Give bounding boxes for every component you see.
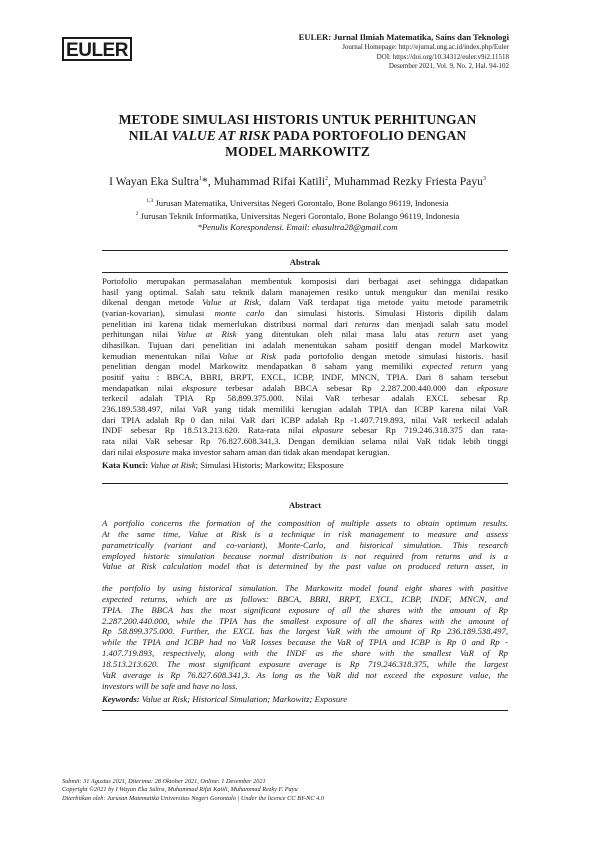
keywords: Keywords: Value at Risk; Historical Simulation; Markowitz; Exposure xyxy=(102,694,348,704)
abstrak-line: kemudian menentukan nilai Value at Risk pada portofolio dengan metode simulasi historis. hasil xyxy=(102,350,509,361)
article-footer xyxy=(62,778,324,803)
title-line-3: MODEL MARKOWITZ xyxy=(225,144,370,159)
abstrak-line: penelitian dengan model Markowitz mendapatkan 8 saham yang memiliki expected return yang xyxy=(102,361,509,372)
abstrak-line: 236.189.538.497, nilai VaR yang tidak memiliki kerugian adalah TPIA dan ICBP karena nilai VaR xyxy=(102,403,508,414)
euler-logo xyxy=(62,37,132,61)
abstrak-heading: Abstrak xyxy=(289,257,321,267)
corresponding-author: *Penulis Korespondensi. Email: ekasultra28@gmail.com xyxy=(197,221,398,232)
rule-abstrak-mid xyxy=(102,272,508,273)
abstract-line: 1.407.719.893, respectively, along with the INDF as the share with the smallest VaR of Rp xyxy=(102,648,508,659)
kata-kunci: Kata Kunci: Value at Risk; Simulasi Historis; Markowitz; Eksposure xyxy=(102,460,344,470)
abstract-line: VaR average is Rp 76.827.608.341,3. As long as the VaR did not exceed the exposure value, the xyxy=(102,669,508,680)
abstrak-line: positif yaitu : BBCA, BBRI, BRPT, EXCL, ICBP, INDF, MNCN, TPIA. Dari 8 saham tersebut xyxy=(102,371,508,382)
journal-homepage[interactable]: Journal Homepage: http://ejurnal.ung.ac.id/index.php/Euler xyxy=(342,43,509,51)
affiliation-1: $^{1,3}$ Jurusan Matematika, Universitas Negeri Gorontalo, Bone Bolango 96119, Indonesia xyxy=(146,197,449,208)
abstrak-line: dari TPIA adalah Rp 0 dan nilai VaR dari ICBP adalah Rp -1.407.719.893, nilai VaR terkecil adalah xyxy=(102,414,508,425)
author-3: Muhammad Rezky Friesta Payu xyxy=(333,175,483,188)
abstract-line: 2.287.200.440.000, while the TPIA has the smallest exposure of all the shares with the amount of xyxy=(102,615,508,626)
abstract-line: 18.513.213.620. The most significant exposure average is Rp 719.246.318.375, while the largest xyxy=(102,658,508,669)
abstract-body xyxy=(102,518,508,692)
abstract-line: parametrically (variant and co-variant), Monte-Carlo, and historical simulation. This research xyxy=(102,539,508,550)
euler-logo-text: EULER xyxy=(66,40,128,61)
abstrak-line: penelitian ini karena tidak memerlukan distribusi normal dari returns dan menjadi salah satu model xyxy=(102,318,508,329)
title-line-2: NILAI VALUE AT RISK PADA PORTOFOLIO DENGAN xyxy=(128,128,467,143)
author-list: I Wayan Eka Sultra$^1$*, Muhammad Rifai Katili$^2$, Muhammad Rezky Friesta Payu$^3$ xyxy=(109,175,486,188)
abstract-line: the portfolio by using historical simulation. The Markowitz model found eight shares with positive xyxy=(102,583,508,594)
affiliations xyxy=(40,196,555,233)
abstract-line: TPIA. The BBCA has the most significant exposure of all the shares with the amount of Rp xyxy=(102,604,508,615)
publisher-line: Diterbitkan oleh: Jurusan Matematika Universitas Negeri Gorontalo | Under the licence CC BY-NC 4.0 xyxy=(62,794,324,802)
copyright-line: Copyright ©2021 by I Wayan Eka Sultra, Muhammad Rifai Katili, Muhammad Rezky F. Payu xyxy=(62,786,298,794)
journal-doi[interactable]: DOI: https://doi.org/10.34312/euler.v9i2.11518 xyxy=(376,52,509,61)
abstract-line xyxy=(102,572,508,583)
abstract-line: Value at Risk calculation model that is determined by the past value on produced return asset, in xyxy=(102,561,508,572)
abstract-line: investors will be safe and have no loss. xyxy=(102,680,238,691)
abstract-line: employed historic simulation because normal distribution is not required from returns and is a xyxy=(102,550,508,561)
journal-header xyxy=(299,32,509,72)
rule-abstrak-bottom xyxy=(102,483,508,484)
abstrak-line: rata nilai VaR sebesar Rp 76.827.608.341,3. Dengan demikian selama nilai VaR tidak lebih tinggi xyxy=(102,435,508,446)
abstrak-line: hasil yang optimal. Salah satu teknik dalam manajemen resiko untuk mengukur dan menilai resiko xyxy=(102,286,508,297)
paper-title xyxy=(90,112,505,160)
journal-issue: Desember 2021, Vol. 9, No. 2, Hal. 94-102 xyxy=(388,62,509,71)
abstrak-line: Portofolio merupakan permasalahan membentuk komposisi dari berbagai aset sehingga didapatkan xyxy=(102,276,508,286)
abstract-line: while the TPIA and ICBP had no VaR losses because the VaR of TPIA and ICBP is Rp 0 and Rp - xyxy=(102,637,508,648)
abstract-line: Rp 58.899.375.000. Further, the EXCL has the largest VaR with the amount of Rp 236.189.538.497, xyxy=(102,626,508,637)
author-2: Muhammad Rifai Katili xyxy=(213,175,326,188)
abstract-heading: Abstract xyxy=(288,500,322,510)
abstrak-line: dihasilkan. Tujuan dari penelitian ini adalah menentukan saham positif dengan model Markowitz xyxy=(102,339,508,350)
title-line-1: METODE SIMULASI HISTORIS UNTUK PERHITUNGAN xyxy=(118,112,477,127)
abstract-line: A portfolio concerns the formation of the composition of multiple assets to obtain optimum results. xyxy=(102,518,508,528)
abstrak-line: perhitungan nilai Value at Risk yang ditentukan oleh nilai masa lalu atas return aset yang xyxy=(102,329,509,340)
abstrak-body xyxy=(102,276,508,457)
kata-kunci-label: Kata Kunci: xyxy=(102,460,149,470)
submission-dates: Submit: 31 Agustus 2021, Diterima: 28 Oktober 2021, Online: 1 Desember 2021 xyxy=(62,778,266,785)
abstract-line: expected returns, which are as follows: BBCA, BBRI, BRPT, EXCL, ICBP, INDF, MNCN, and xyxy=(102,593,508,604)
abstrak-line: INDF sebesar Rp 18.513.213.620. Rata-rata nilai ekposure sebesar Rp 719.246.318.375 dan rata- xyxy=(102,425,508,436)
rule-abstrak-top xyxy=(102,250,508,251)
abstrak-line: mendapatkan nilai eksposure terbesar adalah BBCA sebesar Rp 2.287.200.440.000 dan ekposure xyxy=(102,382,508,393)
journal-name: EULER: Jurnal Ilmiah Matematika, Sains dan Teknologi xyxy=(298,32,509,42)
abstrak-line: dikenal dengan metode Value at Risk, dalam VaR terdapat tiga metode yaitu metode parametrik xyxy=(102,297,509,308)
abstrak-line: dari nilai eksposure maka investor saham aman dan tidak akan mendapat kerugian. xyxy=(102,446,390,457)
abstract-line: At the same time, Value at Risk is a technique in risk management to measure and assess xyxy=(102,528,508,539)
keywords-label: Keywords: xyxy=(102,694,140,704)
rule-abstract-bottom xyxy=(102,710,508,711)
abstrak-line: (varian-kovarian), simulasi monte carlo dan simulasi historis. Simulasi Historis dipilih dalam xyxy=(102,307,508,318)
author-1: I Wayan Eka Sultra xyxy=(109,175,200,188)
abstrak-line: terkecil adalah TPIA Rp 58.899.375.000. Nilai VaR terbesar adalah EXCL sebesar Rp xyxy=(102,393,508,404)
affiliation-2: $^2$ Jurusan Teknik Informatika, Universitas Negeri Gorontalo, Bone Bolango 96119, Indonesia xyxy=(135,210,460,221)
